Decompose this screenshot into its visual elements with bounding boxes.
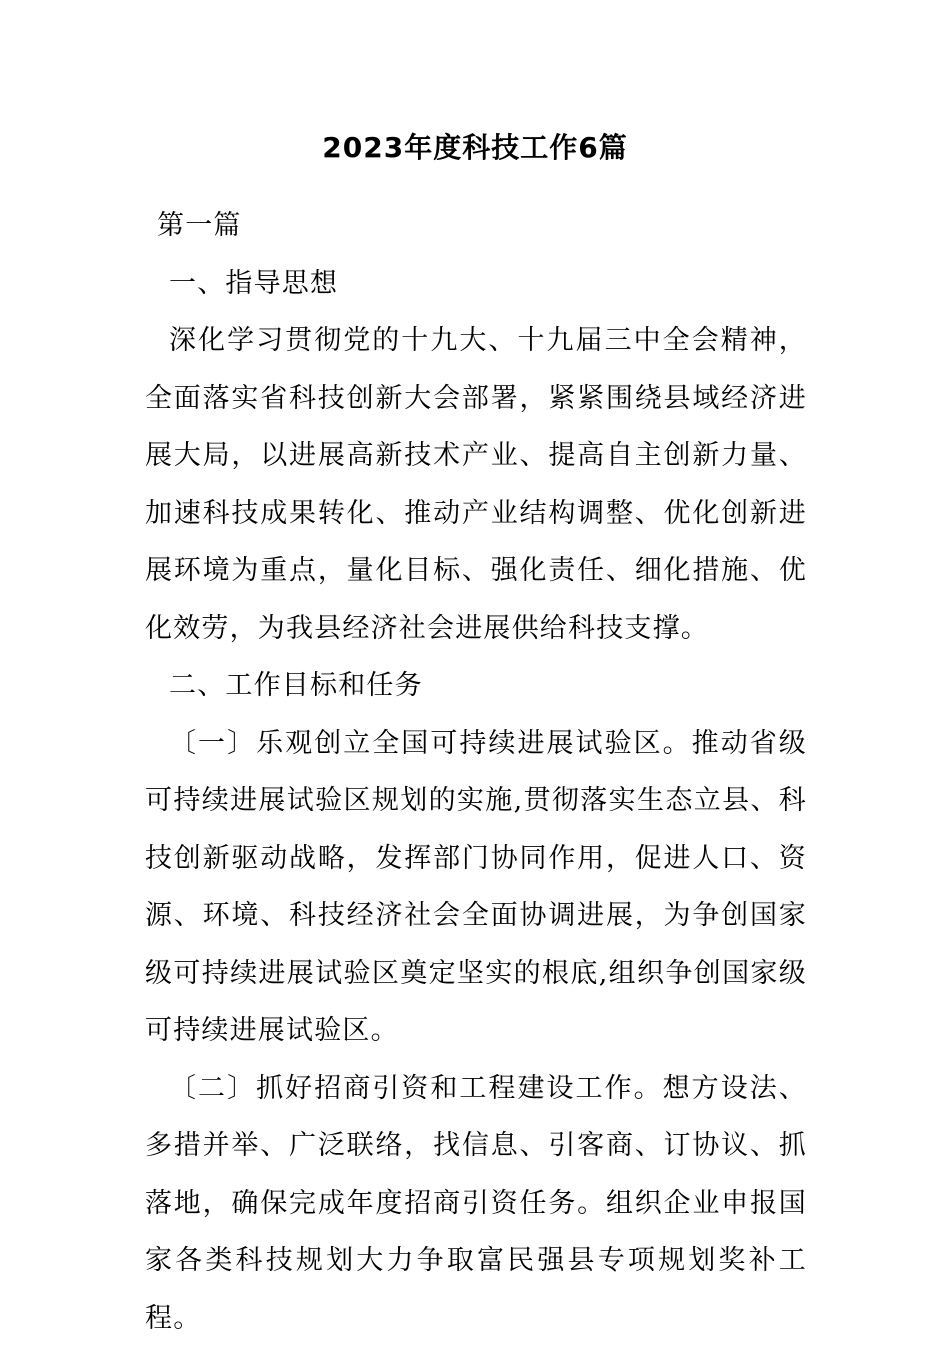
section-heading-goals-and-tasks: 二、工作目标和任务	[145, 657, 807, 715]
document-title: 2023年度科技工作6篇	[0, 128, 950, 168]
part-label: 第一篇	[145, 197, 807, 255]
section-heading-guiding-ideology: 一、指导思想	[145, 255, 807, 313]
paragraph-task-1: 〔一〕乐观创立全国可持续进展试验区。推动省级可持续进展试验区规划的实施,贯彻落实生态立县、科技创新驱动战略，发挥部门协同作用，促进人口、资源、环境、科技经济社会全面协调进展，为争创国家级可持续进展试验区奠定坚实的根底,组织争创国家级可持续进展试验区。	[145, 715, 807, 1060]
document-body	[145, 197, 807, 1347]
paragraph-guiding-ideology: 深化学习贯彻党的十九大、十九届三中全会精神，全面落实省科技创新大会部署，紧紧围绕县域经济进展大局，以进展高新技术产业、提高自主创新力量、加速科技成果转化、推动产业结构调整、优化创新进展环境为重点，量化目标、强化责任、细化措施、优化效劳，为我县经济社会进展供给科技支撑。	[145, 312, 807, 657]
paragraph-task-2: 〔二〕抓好招商引资和工程建设工作。想方设法、多措并举、广泛联络，找信息、引客商、订协议、抓落地，确保完成年度招商引资任务。组织企业申报国家各类科技规划大力争取富民强县专项规划奖补工程。	[145, 1060, 807, 1347]
